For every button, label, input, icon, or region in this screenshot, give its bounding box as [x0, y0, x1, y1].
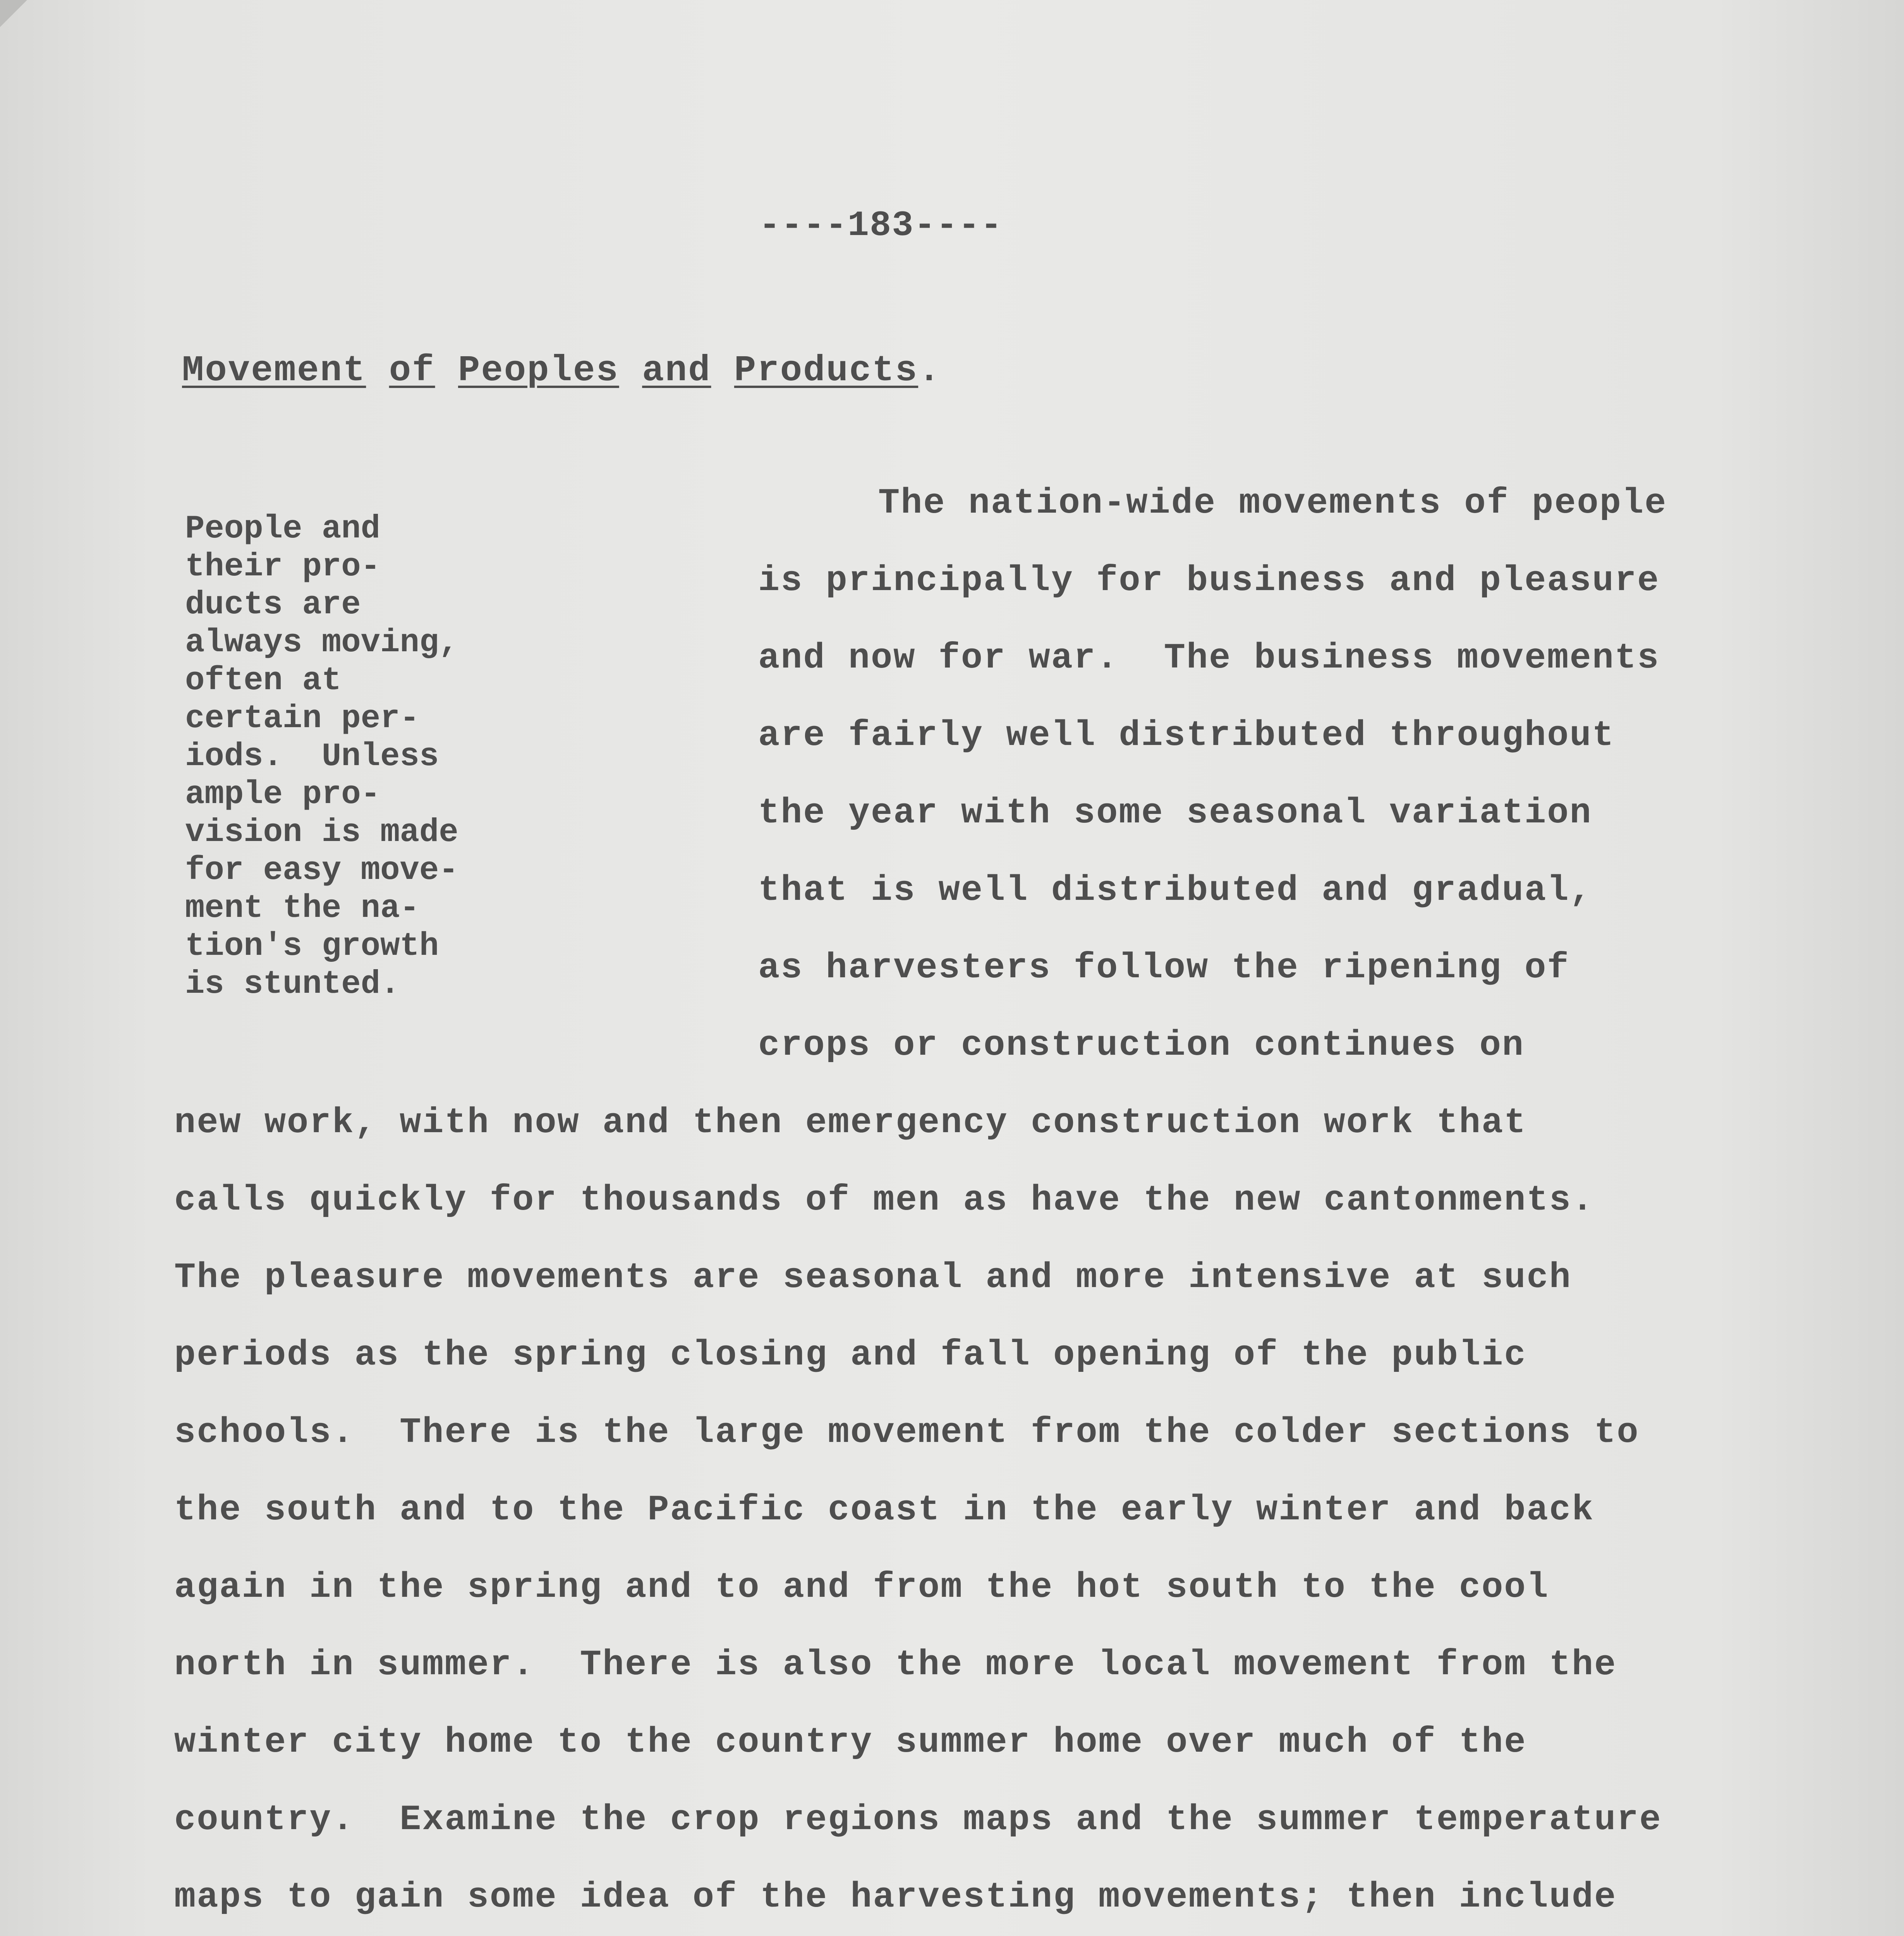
- body-line: country. Examine the crop regions maps and the summer temperature: [174, 1799, 1662, 1840]
- heading-word: of: [389, 350, 435, 391]
- margin-note-line: People and: [185, 511, 381, 548]
- body-line: The pleasure movements are seasonal and more intensive at such: [174, 1257, 1572, 1298]
- margin-note-line: ample pro-: [185, 776, 381, 813]
- margin-note: [185, 510, 534, 1004]
- margin-note-line: ment the na-: [185, 890, 419, 927]
- margin-note-line: often at: [185, 662, 342, 699]
- heading-word: Movement: [182, 350, 366, 391]
- body-line: is principally for business and pleasure: [758, 560, 1660, 601]
- section-heading: [182, 350, 941, 391]
- body-line: calls quickly for thousands of men as have the new cantonments.: [174, 1180, 1595, 1220]
- body-line: and now for war. The business movements: [758, 638, 1660, 678]
- page-corner-fold: [0, 0, 27, 27]
- heading-word: Peoples: [458, 350, 619, 391]
- margin-note-line: certain per-: [185, 700, 419, 737]
- heading-word: and: [642, 350, 711, 391]
- body-line: north in summer. There is also the more local movement from the: [174, 1644, 1617, 1685]
- margin-note-line: tion's growth: [185, 928, 439, 965]
- body-line: are fairly well distributed throughout: [758, 715, 1615, 756]
- body-line: crops or construction continues on: [758, 1025, 1525, 1066]
- body-line: the south and to the Pacific coast in the early winter and back: [174, 1490, 1595, 1530]
- body-line: again in the spring and to and from the hot south to the cool: [174, 1567, 1549, 1608]
- body-line: winter city home to the country summer home over much of the: [174, 1722, 1527, 1763]
- margin-note-line: vision is made: [185, 814, 458, 851]
- body-line: schools. There is the large movement from the colder sections to: [174, 1412, 1640, 1453]
- body-line: that is well distributed and gradual,: [758, 870, 1592, 911]
- heading-word: Products: [734, 350, 919, 391]
- body-line: as harvesters follow the ripening of: [758, 947, 1570, 988]
- body-line: the year with some seasonal variation: [758, 793, 1592, 833]
- margin-note-line: is stunted.: [185, 966, 400, 1003]
- margin-note-line: iods. Unless: [185, 738, 439, 775]
- body-line: new work, with now and then emergency construction work that: [174, 1102, 1527, 1143]
- margin-note-line: their pro-: [185, 549, 381, 585]
- body-line: The nation-wide movements of people: [878, 483, 1667, 523]
- page-number: ----183----: [759, 205, 1003, 246]
- margin-note-line: for easy move-: [185, 852, 458, 889]
- margin-note-line: always moving,: [185, 625, 458, 661]
- heading-period: .: [918, 350, 941, 391]
- margin-note-line: ducts are: [185, 587, 361, 623]
- body-line: maps to gain some idea of the harvesting movements; then include: [174, 1877, 1617, 1917]
- body-line: periods as the spring closing and fall opening of the public: [174, 1335, 1527, 1375]
